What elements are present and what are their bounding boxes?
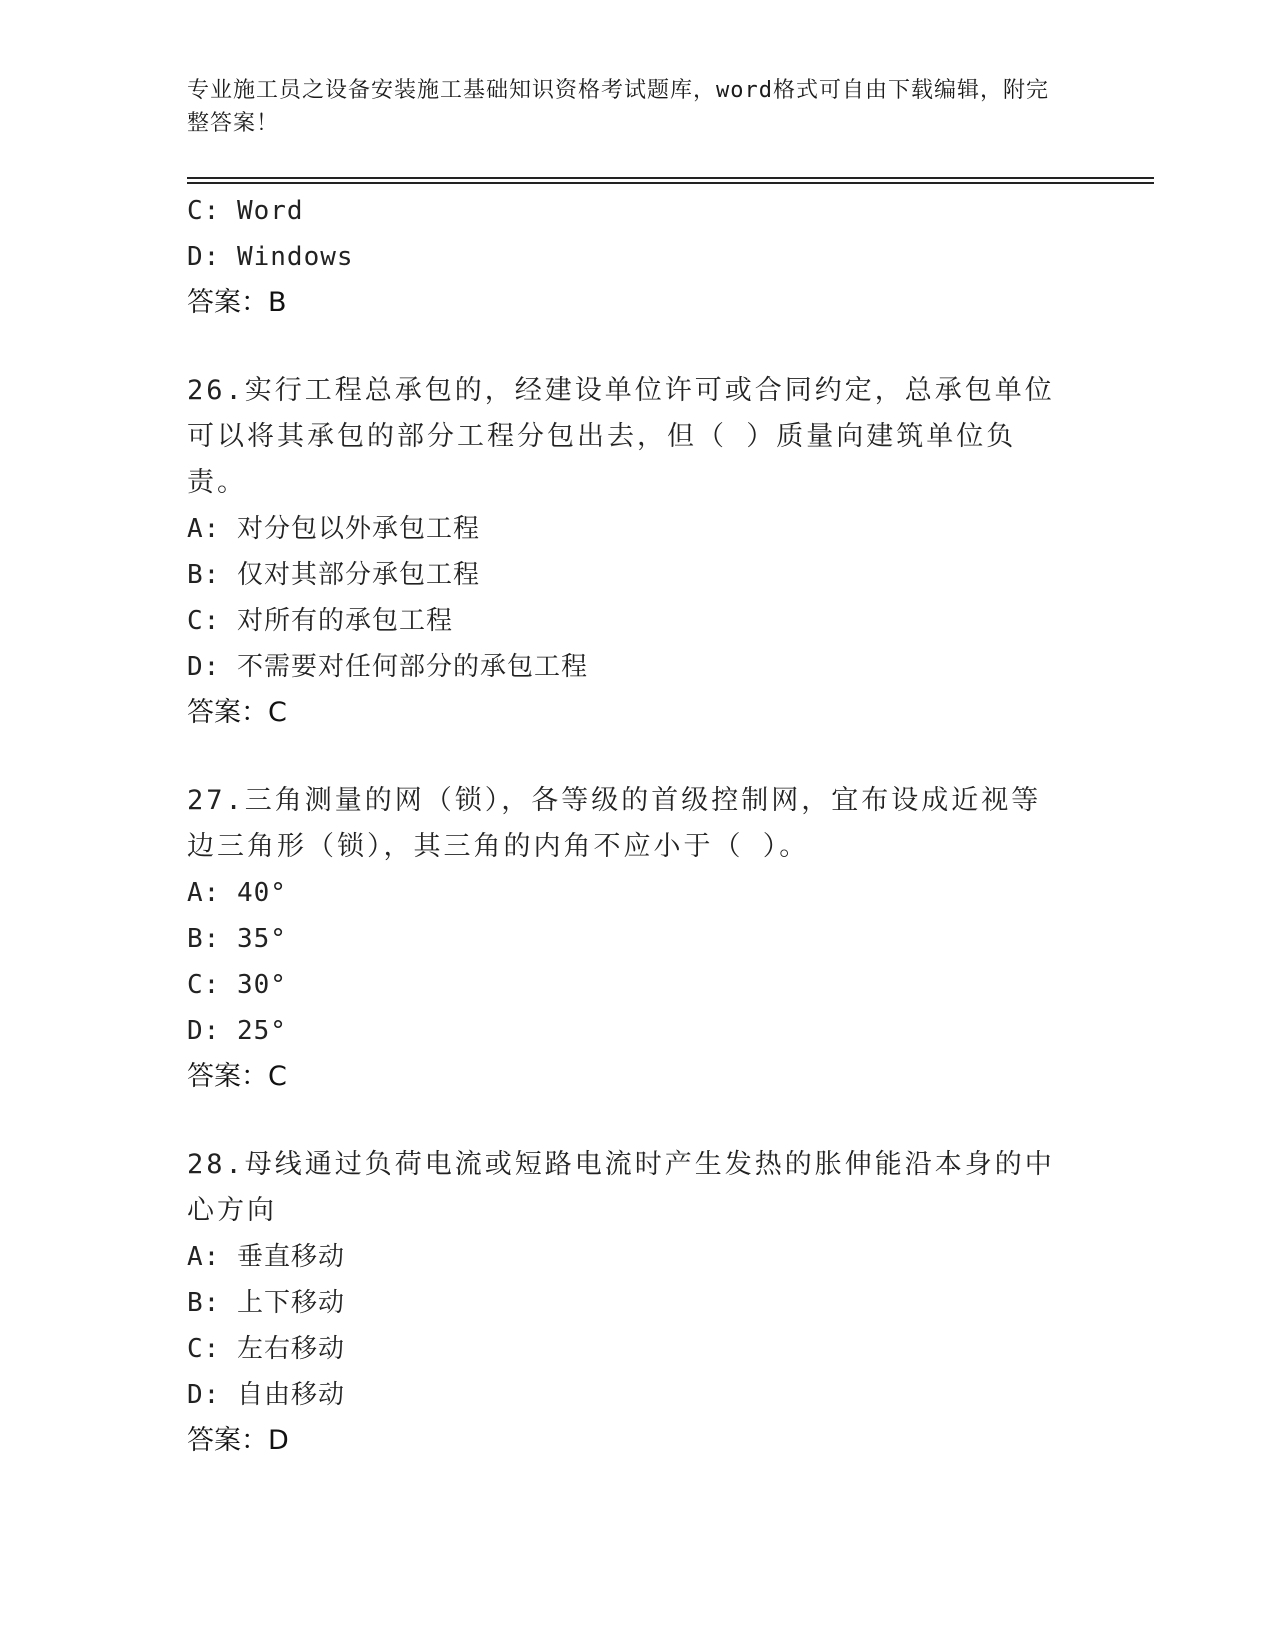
option-line [187, 1326, 1087, 1372]
option-letter: C [187, 606, 204, 636]
question-number: 26. [187, 375, 245, 406]
option-line [187, 598, 1087, 644]
header-rule-top [187, 177, 1154, 179]
answer-label: 答案： [187, 1425, 268, 1456]
option-separator: : [203, 878, 237, 908]
option-text: 左右移动 [236, 1334, 345, 1364]
option-line [187, 188, 1087, 234]
option-letter: D [187, 242, 204, 272]
option-letter: C [187, 196, 204, 226]
answer-value: B [268, 287, 287, 318]
option-separator: : [203, 196, 237, 226]
header-rule-bottom [187, 182, 1154, 184]
option-line [187, 962, 1087, 1008]
option-text: 仅对其部分承包工程 [236, 560, 480, 590]
option-text: Word [236, 196, 304, 226]
option-line [187, 1280, 1087, 1326]
option-text: 40° [236, 878, 287, 908]
option-separator: : [203, 652, 237, 682]
option-separator: : [203, 606, 237, 636]
option-line [187, 552, 1087, 598]
answer-value: D [268, 1425, 289, 1456]
option-letter: D [187, 652, 204, 682]
answer-line [187, 690, 1087, 736]
option-text: 上下移动 [236, 1288, 345, 1318]
answer-value: C [268, 697, 287, 728]
option-line [187, 234, 1087, 280]
answer-line [187, 1418, 1087, 1464]
question-text [187, 1142, 1067, 1234]
option-line [187, 916, 1087, 962]
question-block [187, 1142, 1087, 1464]
document-header [187, 74, 1067, 140]
option-letter: C [187, 970, 204, 1000]
question-text [187, 778, 1067, 870]
question-block [187, 368, 1087, 736]
header-title: 专业施工员之设备安装施工基础知识资格考试题库，word格式可自由下载编辑，附完整答案！ [187, 78, 1049, 136]
option-letter: A [187, 514, 204, 544]
document-content [187, 188, 1087, 1464]
option-text: 35° [236, 924, 287, 954]
option-text: 25° [236, 1016, 287, 1046]
question-block [187, 778, 1087, 1100]
answer-line [187, 280, 1087, 326]
option-separator: : [203, 514, 237, 544]
option-letter: A [187, 878, 204, 908]
option-line [187, 644, 1087, 690]
option-text: 不需要对任何部分的承包工程 [236, 652, 588, 682]
answer-value: C [268, 1061, 287, 1092]
answer-label: 答案： [187, 697, 268, 728]
answer-line [187, 1054, 1087, 1100]
option-line [187, 1008, 1087, 1054]
option-separator: : [203, 970, 237, 1000]
option-separator: : [203, 1016, 237, 1046]
option-letter: D [187, 1380, 204, 1410]
option-letter: D [187, 1016, 204, 1046]
option-separator: : [203, 1334, 237, 1364]
option-text: 对所有的承包工程 [236, 606, 453, 636]
question-number: 27. [187, 785, 245, 816]
option-separator: : [203, 1380, 237, 1410]
option-letter: C [187, 1334, 204, 1364]
option-line [187, 506, 1087, 552]
option-line [187, 1234, 1087, 1280]
answer-label: 答案： [187, 1061, 268, 1092]
intro-block [187, 188, 1087, 326]
option-text: 30° [236, 970, 287, 1000]
option-letter: B [187, 924, 204, 954]
option-separator: : [203, 1242, 237, 1272]
option-separator: : [203, 924, 237, 954]
option-separator: : [203, 560, 237, 590]
question-body: 三角测量的网（锁），各等级的首级控制网，宜布设成近视等边三角形（锁），其三角的内角不应小于（ ）。 [187, 785, 1042, 862]
option-text: 垂直移动 [236, 1242, 345, 1272]
question-body: 实行工程总承包的，经建设单位许可或合同约定，总承包单位可以将其承包的部分工程分包出去，但（ ）质量向建筑单位负责。 [187, 375, 1055, 498]
option-letter: A [187, 1242, 204, 1272]
question-number: 28. [187, 1149, 245, 1180]
option-text: 自由移动 [236, 1380, 345, 1410]
question-text [187, 368, 1067, 506]
question-body: 母线通过负荷电流或短路电流时产生发热的胀伸能沿本身的中心方向 [187, 1149, 1055, 1226]
option-text: 对分包以外承包工程 [236, 514, 480, 544]
option-letter: B [187, 560, 204, 590]
answer-label: 答案： [187, 287, 268, 318]
option-letter: B [187, 1288, 204, 1318]
option-text: Windows [236, 242, 354, 272]
option-separator: : [203, 242, 237, 272]
option-line [187, 870, 1087, 916]
option-separator: : [203, 1288, 237, 1318]
option-line [187, 1372, 1087, 1418]
